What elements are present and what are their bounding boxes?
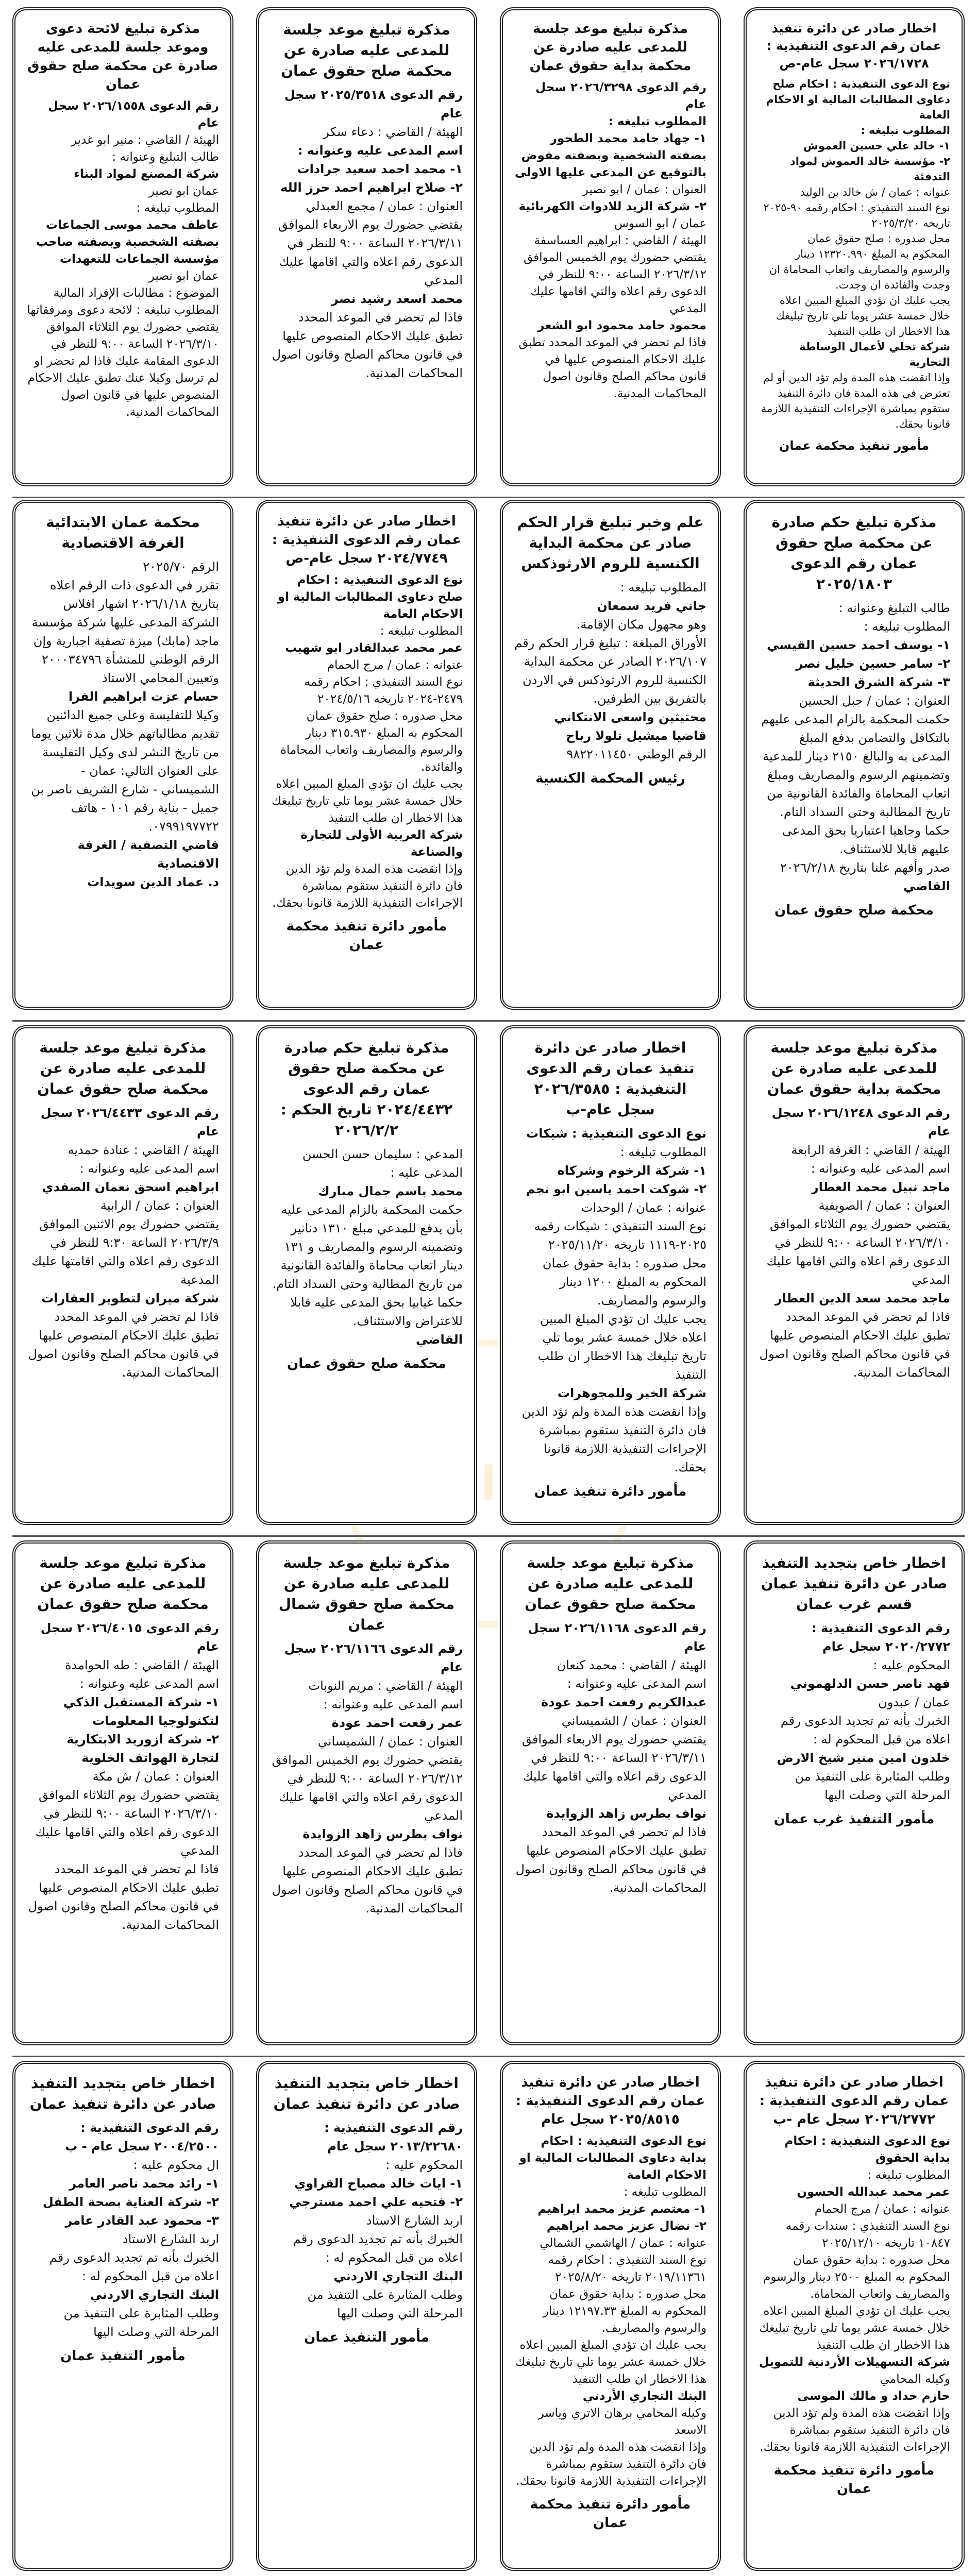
notice-signature: محكمة صلح حقوق عمان [287,1356,446,1371]
notice-party-name: رقم الدعوى ٢٠٢٦/٤٠١٥ سجل عام [36,1621,219,1654]
notice-party-name: رقم الدعوى ٢٠٢٦/١١٦٦ سجل عام [280,1641,463,1674]
notice-party-name: نوع الدعوى التنفيذية : شيكات [526,1126,706,1141]
legal-notice-box [256,2061,477,2571]
notice-heading: مذكرة تبليغ حكم صادرة عن محكمة صلح حقوق عمان رقم الدعوى ٢٠٢٥/١٨٠٣ [771,514,937,592]
notice-body-text: فاذا لم تحضر في الموعد المحدد تطبق عليك الاحكام المنصوص عليها في قانون محاكم الصلح وقانون اصول المحاكمات المدنية. [755,1310,950,1380]
notice-party-name: محمود حامد محمود ابو الشعر [537,319,706,332]
notice-heading: اخطار صادر عن دائرة تنفيذ عمان رقم الدعوى التنفيذية : ٢٠٢٤/٧٧٤٩ سجل عام-ص [272,514,462,566]
legal-notice-box [256,7,477,486]
notice-body-text: صدر وأفهم علنا بتاريخ ٢٠٢٦/٢/١٨ [780,860,950,875]
notice-body-text: وطلب المثابرة على التنفيذ من المرحلة التي وصلت اليها [303,2287,463,2320]
notice-party-name: عمر محمد عبدالله الحسون [797,2185,950,2199]
notice-body-text: عنوانه : عمان / مرج الحمام نوع السند التنفيذي : احكام رقمه ٢٤٧٩-٢٠٢٤ تاريخه ٢٠٢٤/٥/١٦ محل صدوره : صلح حقوق عمان المحكوم به المبلغ ٣١٥.٩٣٠ دينار والرسوم والمصاريف واتعاب المحاماة والفائدة. [280,658,463,774]
notice-heading: اخطار صادر عن دائرة تنفيذ عمان رقم الدعوى التنفيذية : ٢٠٢٦/٣٥٨٥ سجل عام-ب [526,1039,695,1118]
notice-party-name: اسم المدعى عليه وعنوانه : ١- محمد احمد سعيد جرادات ٢- صلاح ابراهيم احمد حرز الله [280,143,463,195]
notice-party-name: البنك التجاري الأردني [582,2389,706,2403]
notice-party-name: شركة التسهيلات الأردنية للتمويل [759,2355,950,2369]
notice-party-name: شركة الخير وللمجوهرات [557,1386,706,1400]
notice-body-text: الرقم ٢٠٢٥/٧٠ تقرر في الدعوى ذات الرقم اعلاه بتاريخ ٢٠٢٦/١/١٨ اشهار افلاس الشركة المدعى عليها شركة مؤسسة ماجد (مابك) ميزة تصفية اجبارية وإن الرقم الوطني للمنشأة ٢٠٠٠٣٤٧٩٦ وتعيين المحامي الاستاذ [31,560,219,685]
notice-body-text: فاذا لم تحضر في الموعد المحدد تطبق عليك الاحكام المنصوص عليها في قانون محاكم الصلح وقانون اصول المحاكمات المدنية. [512,1825,706,1895]
notice-body-text: العنوان : عمان / الصويفية [818,1198,950,1213]
notice-party-name: القاضي [903,879,950,893]
notice-party-name: حسام عزت ابراهيم الفرا [68,689,219,704]
notice-party-name: البنك التجاري الاردني [90,2287,219,2302]
legal-notice-box [500,2061,721,2571]
notice-party-name: عمر رفعت احمد عودة [331,1716,463,1730]
notice-body-text: عمان ابو نصير الموضوع : مطالبات الإفراد المالية المطلوب تبليغه : لائحة دعوى ومرفقاتها [27,269,219,317]
notice-body-text: الخبرك بأنه تم تجديد الدعوى رقم اعلاه من قبل المحكوم له : [777,1714,950,1747]
notice-body-text: وإذا انقضت هذه المدة ولم تؤد الدين أو لم تعترض في هذه المدة فان دائرة التنفيذ ستقوم بمباشرة الإجراءات التنفيذية اللازمة قانونا بحقك. [757,371,950,430]
notice-heading: محكمة عمان الابتدائية الغرفة الاقتصادية [46,514,200,551]
notice-party-name: رقم الدعوى التنفيذية : ٢٠٢٠/٢٧٧٢ سجل عام [807,1621,950,1654]
notice-body-text: يقتضي حضورك يوم الخميس الموافق ٢٠٢٦/٣/١٢ الساعة ٩:٠٠ للنظر في الدعوى رقم اعلاه والتي اقامها عليك المدعي [268,1753,463,1823]
legal-notice-box [744,2061,965,2571]
notice-party-name: ابراهيم اسحق نعمان الصفدي [42,1180,219,1194]
notice-body-text: اسم المدعى عليه وعنوانه : [811,1161,950,1176]
notice-body-text: الهيئة / القاضي : عنادة حمديه [68,1143,219,1157]
notice-party-name: خلدون امين منير شيخ الارض [777,1751,950,1765]
notice-body-text: المطلوب تبليغه : [380,624,463,638]
notice-body-text: المطلوب تبليغه : [620,580,706,595]
notice-party-name: نوع الدعوى التنفيذية : احكام بداية الحقوق [780,2134,950,2165]
notice-body-text: يقتضي حضورك يوم الاثنين الموافق ٢٠٢٦/٣/٩ الساعة ٩:٣٠ للنظر في الدعوى رقم اعلاه والتي اقامتها عليك المدعية [27,1217,219,1287]
notice-body-text: الخبرك بأنه تم تجديد الدعوى رقم اعلاه من قبل المحكوم له : [45,2250,219,2283]
notice-body-text: الرقم الوطني ٩٨٢٢٠١١٤٥٠ [566,747,706,761]
notice-party-name: ١- رائد محمد ناصر العامر ٢- شركة العناية بصحة الطفل ٣- محمود عبد القادر عامر [42,2176,219,2228]
notice-signature: مأمور التنفيذ غرب عمان [773,1811,935,1827]
notice-body-text: حكما وجاهيا اعتباريا بحق المدعى عليهم قابلا للاستئناف. [778,823,950,856]
notice-heading: اخطار صادر عن دائرة تنفيذ عمان رقم الدعوى التنفيذية : ٢٠٢٦/١٧٢٨ سجل عام-ص [766,21,942,71]
notice-body-text: عنوانه : عمان / مرج الحمام نوع السند التنفيذي : سندات رقمه ١٠٨٤٧ تاريخه ٢٠٢٥/١٢/١٠ محل صدوره : بداية حقوق عمان المحكوم به المبلغ ٢٥٠٠ دينار والرسوم والمصاريف واتعاب المحاماة. [763,2202,950,2301]
notice-body-text: وهو مجهول مكان الإقامة. الأوراق المبلغة : تبليغ قرار الحكم رقم ٢٠٢٦/١٠٧ الصادر عن محكمة البداية الكنسية للروم الارثوذكس في الاردن بالتفريق بين الطرفين. [514,617,706,706]
notice-body-text: وإذا انقضت هذه المدة ولم تؤد الدين فان دائرة التنفيذ ستقوم بمباشرة الإجراءات التنفيذية اللازمة قانونا بحقك. [272,862,463,910]
notice-party-name: ١- يوسف احمد حسين القيسي ٢- سامر حسين خليل نصر ٣- شركة الشرق الحديثة [767,638,950,689]
notice-body-text: يقتضي حضورك يوم الثلاثاء الموافق ٢٠٢٦/٣/١٠ الساعة ٩:٠٠ للنظر في الدعوى رقم اعلاه والتي اقامها عليك المدعي [762,1217,950,1287]
notice-body-text: وطلب المثابرة على التنفيذ من المرحلة التي وصلت اليها [59,2306,219,2339]
notice-heading: اخطار خاص بتجديد التنفيذ صادر عن دائرة تنفيذ عمان قسم غرب عمان [761,1554,948,1613]
row-divider [12,1535,965,1537]
notice-party-name: قاضي التصفية / الغرفة الاقتصادية [73,838,219,871]
legal-notice-box [12,2061,233,2571]
notice-body-text: اربد الشارع الاستاد [122,2232,219,2246]
notice-body-text: اسم المدعى عليه وعنوانه : [79,1676,219,1691]
row-divider [12,1020,965,1022]
legal-notice-box [500,7,721,486]
notice-body-text: وإذا انقضت هذه المدة ولم تؤد الدين فان دائرة التنفيذ ستقوم بمباشرة الإجراءات التنفيذية اللازمة قانونا بحقك. [516,2441,706,2488]
notice-body-text: اسم المدعى عليه وعنوانه : [567,1676,706,1691]
notice-body-text: اسم المدعى عليه وعنوانه : [323,1697,463,1711]
notice-body-text: فاذا لم تحضر في الموعد المحدد تطبق عليك الاحكام المنصوص عليها في قانون محاكم الصلح وقانون اصول المحاكمات المدنية. [268,310,463,380]
notice-body-text: يقتضي حضورك يوم الاربعاء الموافق ٢٠٢٦/٣/١١ الساعة ٩:٠٠ للنظر في الدعوى رقم اعلاه والتي اقامها عليك المدعي [518,1732,706,1802]
notice-body-text: يجب عليك ان تؤدي المبلغ المبين اعلاه خلال خمسة عشر يوما تلي تاريخ تبليغك هذا الاخطار ان طلب التنفيذ [755,2304,950,2352]
notice-party-name: د. عماد الدين سويدات [87,875,219,889]
notice-party-name: محمد اسعد رشيد نصر [331,292,463,306]
notice-body-text: اربد الشارع الاستاد [366,2213,463,2228]
notice-body-text: حكما غيابيا بحق المدعى عليه قابلا للاعتراض والاستئناف. [286,1295,463,1328]
legal-notice-box [500,1025,721,1525]
notice-body-text: فاذا لم تحضر في الموعد المحدد تطبق عليك الاحكام المنصوص عليها في قانون محاكم الصلح وقانون اصول المحاكمات المدنية. [24,1310,219,1380]
notice-body-text: الهيئة / القاضي : محمد كنعان [557,1658,706,1672]
notice-party-name: جاني فريد سمعان [597,599,706,613]
notice-party-name: نواف بطرس زاهد الزوايدة [302,1827,463,1841]
notice-body-text: يقتضي حضورك يوم الثلاثاء الموافق ٢٠٢٦/٣/١٠ الساعة ٩:٠٠ للنظر في الدعوى رقم اعلاه والتي اقامها عليك المدعي [31,1788,219,1858]
notice-body-text: وكيلا للتفليسة وعلى جميع الدائنين تقديم مطالباتهم خلال مدة ثلاثين يوما من تاريخ النشر لدى وكيل التفليسة على العنوان التالي: عمان - الشميساني - شارع الشريف ناصر بن جميل - بناية رقم ١٠١ - هاتف ٠٧٩٩١٩٧٧٢٢. [27,708,219,834]
notice-party-name: حازم حداد و مالك الموسى [797,2389,950,2403]
notice-party-name: ١- شركة الرخوم وشركاه ٢- شوكت احمد ياسين ابو نجم [526,1163,706,1196]
legal-notice-box [12,1025,233,1525]
notice-body-text: العنوان : عمان / ابو نصير [582,183,706,196]
notice-party-name: شركة المصنع لمواد البناء [74,167,219,181]
notice-heading: مذكرة تبليغ موعد جلسة للمدعى عليه صادرة عن محكمة صلح حقوق عمان [281,21,452,79]
notice-body-text: الهيئة / القاضي : دعاء سكر [323,125,463,139]
notice-heading: مذكرة تبليغ لائحة دعوى وموعد جلسة للمدعى عليه صادرة عن محكمة صلح حقوق عمان [27,21,218,92]
legal-notice-box [256,500,477,1010]
legal-notice-box [744,500,965,1010]
notice-body-text: العنوان : عمان / الشميساني [561,1714,706,1728]
notice-body-text: العنوان : عمان / الرابية [100,1198,219,1213]
notice-body-text: المطلوب تبليغه : [867,2168,950,2182]
notice-heading: مذكرة تبليغ موعد جلسة للمدعى عليه صادرة عن محكمة صلح حقوق شمال عمان [278,1554,455,1633]
notice-body-text: وإذا انقضت هذه المدة ولم تؤد الدين فان دائرة التنفيذ ستقوم بمباشرة الإجراءات التنفيذية اللازمة قانونا بحقك. [760,2406,950,2454]
row-divider [12,497,965,498]
notice-party-name: محتيثين واسعى الانتكاني [554,710,706,724]
legal-notice-box [256,1540,477,2045]
notice-signature: مأمور تنفيذ محكمة عمان [779,438,930,453]
notice-body-text: الهيئة / القاضي : طه الحوامدة [64,1658,219,1672]
notice-body-text: العنوان : عمان / جبل الحسين حكمت المحكمة بالزام المدعى عليهم بالتكافل والتضامن بدفع المبلغ المدعى به والبالغ ٢١٥٠ دينار للمدعية وتضمينهم الرسوم والمصاريف ومبلغ اتعاب المحاماة والفائدة القانونية من تاريخ المطالبة وحتى السداد التام. [761,693,950,819]
notice-body-text: وطلب المثابرة على التنفيذ من المرحلة التي وصلت اليها [790,1769,950,1802]
notice-body-text: عنوانه : عمان / ش خالد بن الوليد نوع السند التنفيذي : احكام رقمه ٩٠-٢٠٢٥ تاريخه ٢٠٢٥/٣/٢٠ محل صدوره : صلح حقوق عمان المحكوم به المبلغ ١٢٣٢٠.٩٩٠ دينار والرسوم والمصاريف واتعاب المحاماة ان وجدت والفائدة ان وجدت. [763,186,950,291]
notices-row [12,2061,965,2571]
notice-signature: رئيس المحكمة الكنسية [535,771,685,786]
notice-heading: مذكرة تبليغ موعد جلسة للمدعى عليه صادرة عن محكمة صلح حقوق عمان [525,1554,696,1613]
notice-body-text: المطلوب تبليغه : [624,2185,706,2199]
legal-notice-box [500,1540,721,2045]
notice-signature: مأمور دائرة تنفيذ محكمة عمان [286,919,447,953]
notice-body-text: طالب التبليغ وعنوانه : المطلوب تبليغه : [838,601,950,634]
notice-party-name: عاطف محمد موسى الجماعات بصفته الشخصية وبصفته صاحب مؤسسة الجماعات للتعهدات [32,218,219,266]
notice-body-text: يجب عليك ان تؤدي المبلغ المبين اعلاه خلال خمسة عشر يوما تلي تاريخ تبليغك هذا الاخطار ان طلب التنفيذ [772,294,950,337]
notice-signature: مأمور دائرة تنفيذ عمان [534,1484,687,1499]
notice-party-name: نوع الدعوى التنفيذية : احكام صلح دعاوى المطالبات المالية او الاحكام العامة [273,573,463,621]
notice-body-text: العنوان : عمان / ش مكة [92,1769,219,1784]
notice-party-name: القاضي [416,1332,463,1347]
notice-party-name: ١- شركة المستقبل الذكي لتكنولوجيا المعلومات ٢- شركة ازوريد الابتكارية لتجارة الهواتف الخلوية [63,1695,219,1765]
notice-party-name: ٢- شركة الزيد للادوات الكهربائية [518,200,706,213]
notice-party-name: رقم الدعوى ٢٠٢٦/٣٢٩٨ سجل عام [531,81,706,111]
notice-body-text: المطلوب تبليغه : [620,1145,706,1159]
notice-party-name: ماجد محمد سعد الدين العطار [774,1291,950,1306]
notice-body-text: وإذا انقضت هذه المدة ولم تؤد الدين فان دائرة التنفيذ ستقوم بمباشرة الإجراءات التنفيذية اللازمة قانونا بحقك. [518,1404,706,1475]
notice-party-name: ١- ايات خالد مصباح القراوي ٢- فتحيه علي احمد مسترجي [289,2176,463,2209]
row-divider [12,2056,965,2057]
notice-body-text: المدعي : سليمان حسن الحسن [302,1147,463,1161]
notice-body-text: عنوانه : عمان / الهاشمي الشمالي نوع السند التنفيذي : احكام رقمه ٢٠١٩/١١٣٦١ تاريخه ٢٠٢٥/٨/٢٠ محل صدوره : بداية حقوق عمان المحكوم به المبلغ ١٢١٩٧.٣٣ دينار والرسوم والمصاريف. [540,2236,706,2335]
notice-party-name: قاضيا ميشيل تلولا رباح [566,728,706,743]
notice-party-name: شركة العربية الأولى للتجارة والصناعة [296,828,463,859]
notice-party-name: نواف بطرس زاهد الزوايدة [546,1806,706,1821]
notice-body-text: عمان / عبدون [878,1695,950,1709]
legal-notice-box [744,7,965,486]
notice-signature: مأمور دائرة تنفيذ محكمة عمان [530,2497,691,2531]
notices-row [12,1540,965,2045]
notice-party-name: ماجد نبيل محمد العطار [811,1180,950,1194]
notice-body-text: فاذا لم تحضر في الموعد المحدد تطبق عليك الاحكام المنصوص عليها في قانون محاكم الصلح وقانون اصول المحاكمات المدنية. [268,1845,463,1916]
notices-row [12,7,965,486]
notice-party-name: رقم الدعوى التنفيذية : ٢٠١٣/٢٢٦٨٠ سجل عام [319,2121,463,2154]
legal-notice-box [12,7,233,486]
notice-body-text: فاذا لم تحضر في الموعد المحدد تطبق عليك الاحكام المنصوص عليها في قانون محاكم الصلح وقانون اصول المحاكمات المدنية. [24,1862,219,1932]
legal-notice-box [744,1540,965,2045]
notice-body-text: يجب عليك ان تؤدي المبلغ المبين اعلاه خلال خمسة عشر يوما تلي تاريخ تبليغك هذا الاخطار ان طلب التنفيذ [267,777,463,825]
notice-body-text: الخبرك بأنه تم تجديد الدعوى رقم اعلاه من قبل المحكوم له : [289,2232,463,2265]
notice-party-name: شركة تحلي لأعمال الوساطة التجارية [795,341,950,368]
notice-party-name: البنك التجاري الاردني [333,2269,463,2283]
legal-notice-box [12,500,233,1010]
notice-party-name: عبدالكريم رفعت احمد عودة [541,1695,706,1709]
notice-body-text: يجب عليك ان تؤدي المبلغ المبين اعلاه خلال خمسة عشر يوما تلي تاريخ تبليغك هذا الاخطار ان طلب التنفيذ [511,2338,706,2386]
notice-party-name: المطلوب تبليغه : ١- خالد علي حسين العموش ٢- مؤسسة خالد العموش لمواد التدفئة [789,124,950,183]
notice-body-text: ال محكوم عليه : [133,2158,219,2172]
notices-row [12,1025,965,1525]
notice-body-text: عنوانه : عمان / الوحدات نوع السند التنفيذي : شيكات رقمه ٢٠٢٥-١١١٩ تاريخه ٢٠٢٥/١١/٢٠ محل صدوره : بداية حقوق عمان المحكوم به المبلغ ١٢٠٠ دينار والرسوم والمصاريف. [534,1200,706,1308]
notice-party-name: نوع الدعوى التنفيذية : احكام صلح دعاوى المطالبات المالية او الاحكام العامة [762,78,950,121]
legal-notice-box [12,1540,233,2045]
notices-row [12,500,965,1010]
notice-body-text: المدعى عليه : [390,1165,463,1180]
notice-party-name: رقم الدعوى ٢٠٢٦/٤٤٣٣ سجل عام [36,1106,219,1139]
notice-body-text: حكمت المحكمة بالزام المدعى عليه بأن يدفع للمدعي مبلغ ١٣١٠ دنانير وتضمينه الرسوم والمصاريف و ١٣١ دينار اتعاب محاماة والفائدة القانونية من تاريخ المطالبة وحتى السداد التام. [272,1202,463,1291]
notice-heading: اخطار خاص بتجديد التنفيذ صادر عن دائرة تنفيذ عمان [273,2075,460,2112]
notice-party-name: عمر محمد عبدالقادر ابو شهيب [285,641,463,655]
notice-body-text: العنوان : عمان / مجمع العبدلي [306,199,463,213]
notice-body-text: يقتضي حضورك يوم الاربعاء الموافق ٢٠٢٦/٣/١١ الساعة ٩:٠٠ للنظر في الدعوى رقم اعلاه والتي اقامها عليك المدعي [274,217,463,287]
notice-body-text: فاذا لم تحضر في الموعد المحدد تطبق عليك الاحكام المنصوص عليها في قانون محاكم الصلح وقانون اصول المحاكمات المدنية. [515,336,706,400]
notice-party-name: نوع الدعوى التنفيذية : احكام بداية دعاوى المطالبات المالية او الاحكام العامة [515,2134,706,2182]
notice-body-text: الهيئة / القاضي : ابراهيم العساسفة يقتضي حضورك يوم الخميس الموافق ٢٠٢٦/٣/١٢ الساعة ٩:٠٠ للنظر في الدعوى رقم اعلاه والتي اقامها عليك المدعي [524,234,706,315]
notice-signature: مأمور التنفيذ عمان [304,2330,429,2345]
notice-body-text: عمان ابو نصير المطلوب تبليغه : [136,184,219,215]
notice-body-text: المحكوم عليه : [385,2158,463,2172]
notice-party-name: رقم الدعوى ٢٠٢٦/١٥٥٨ سجل عام [44,99,219,130]
notice-party-name: رقم الدعوى ٢٠٢٥/٣٥١٨ سجل عام [280,88,463,121]
legal-notice-box [256,1025,477,1525]
notice-body-text: العنوان : عمان / الشميساني [317,1734,463,1749]
legal-notice-box [500,500,721,1010]
notice-body-text: يقتضي حضورك يوم الثلاثاء الموافق ٢٠٢٦/٣/١٠ الساعة ٩:٠٠ للنظر في الدعوى المقامة عليك فاذا لم تحضر او لم ترسل وكيلا عنك تطبق عليك الاحكام المنصوص عليها في قانون اصول المحاكمات المدنية. [24,320,219,419]
notice-heading: اخطار صادر عن دائرة تنفيذ عمان رقم الدعوى التنفيذية : ٢٠٢٦/٢٧٧٢ سجل عام -ب [759,2075,949,2127]
notice-heading: مذكرة تبليغ موعد جلسة للمدعى عليه صادرة عن محكمة بداية حقوق عمان [529,21,692,74]
notice-party-name: ١- معتصم عزيز محمد ابراهيم ٢- نضال عزيز محمد ابراهيم [537,2202,706,2233]
notice-heading: علم وخبر تبليغ قرار الحكم صادر عن محكمة البداية الكنسية للروم الارثوذكس [517,514,704,572]
notice-party-name: فهد ناصر حسن الدلهموني [790,1676,950,1691]
notice-heading: اخطار خاص بتجديد التنفيذ صادر عن دائرة تنفيذ عمان [29,2075,216,2112]
notice-body-text: وكيله المحامي برهان الاتري وياسر الاسعد [534,2406,706,2437]
notice-body-text: الهيئة / القاضي : منير ابو غدير طالب التبليغ وعنوانه : [71,133,219,164]
notice-body-text: يجب عليك ان تؤدي المبلغ المبين اعلاه خلال خمسة عشر يوما تلي تاريخ تبليغك هذا الاخطار ان طلب التنفيذ [533,1312,706,1382]
notice-party-name: شركة ميران لتطوير العقارات [41,1291,219,1306]
notice-body-text: وكيله المحامي [880,2372,950,2386]
notice-signature: مأمور دائرة تنفيذ محكمة عمان [773,2463,935,2497]
notice-body-text: الهيئة / القاضي : مريم النوبات [308,1679,463,1693]
notice-signature: مأمور التنفيذ عمان [60,2348,186,2364]
notice-party-name: المطلوب تبليغه : ١- جهاد حامد محمد الطحور بصفته الشخصية وبصفته مفوض بالتوقيع عن المدعى عليها الاولى [514,115,706,179]
notice-body-text: المحكوم عليه : [873,1658,950,1672]
notice-heading: اخطار صادر عن دائرة تنفيذ عمان رقم الدعوى التنفيذية : ٢٠٢٥/٨٥١٥ سجل عام [515,2075,705,2127]
notice-heading: مذكرة تبليغ حكم صادرة عن محكمة صلح حقوق عمان رقم الدعوى ٢٠٢٤/٤٤٣٢ تاريخ الحكم : ٢٠٢٦/٢/٢ [280,1039,453,1139]
notice-heading: مذكرة تبليغ موعد جلسة للمدعى عليه صادرة عن محكمة بداية حقوق عمان [767,1039,941,1097]
notice-party-name: محمد باسم جمال مبارك [318,1184,463,1198]
notice-party-name: رقم الدعوى التنفيذية : ٢٠٠٤/٢٥٠٠ سجل عام - ب [65,2121,219,2154]
newspaper-watermark-logo: ا [344,1340,633,1628]
notice-signature: محكمة صلح حقوق عمان [774,903,934,918]
notice-heading: مذكرة تبليغ موعد جلسة للمدعى عليه صادرة عن محكمة صلح حقوق عمان [37,1554,209,1613]
notice-body-text: عمان / ابو السوس [614,217,706,230]
notice-party-name: رقم الدعوى ٢٠٢٦/١٢٤٨ سجل عام [767,1106,950,1139]
notice-body-text: الهيئة / القاضي : الغرفة الرابعة [791,1143,950,1157]
notice-heading: مذكرة تبليغ موعد جلسة للمدعى عليه صادرة عن محكمة صلح حقوق عمان [37,1039,209,1097]
notice-body-text: اسم المدعى عليه وعنوانه : [79,1161,219,1176]
legal-notice-box [744,1025,965,1525]
notice-party-name: رقم الدعوى ٢٠٢٦/١١٦٨ سجل عام [524,1621,706,1654]
